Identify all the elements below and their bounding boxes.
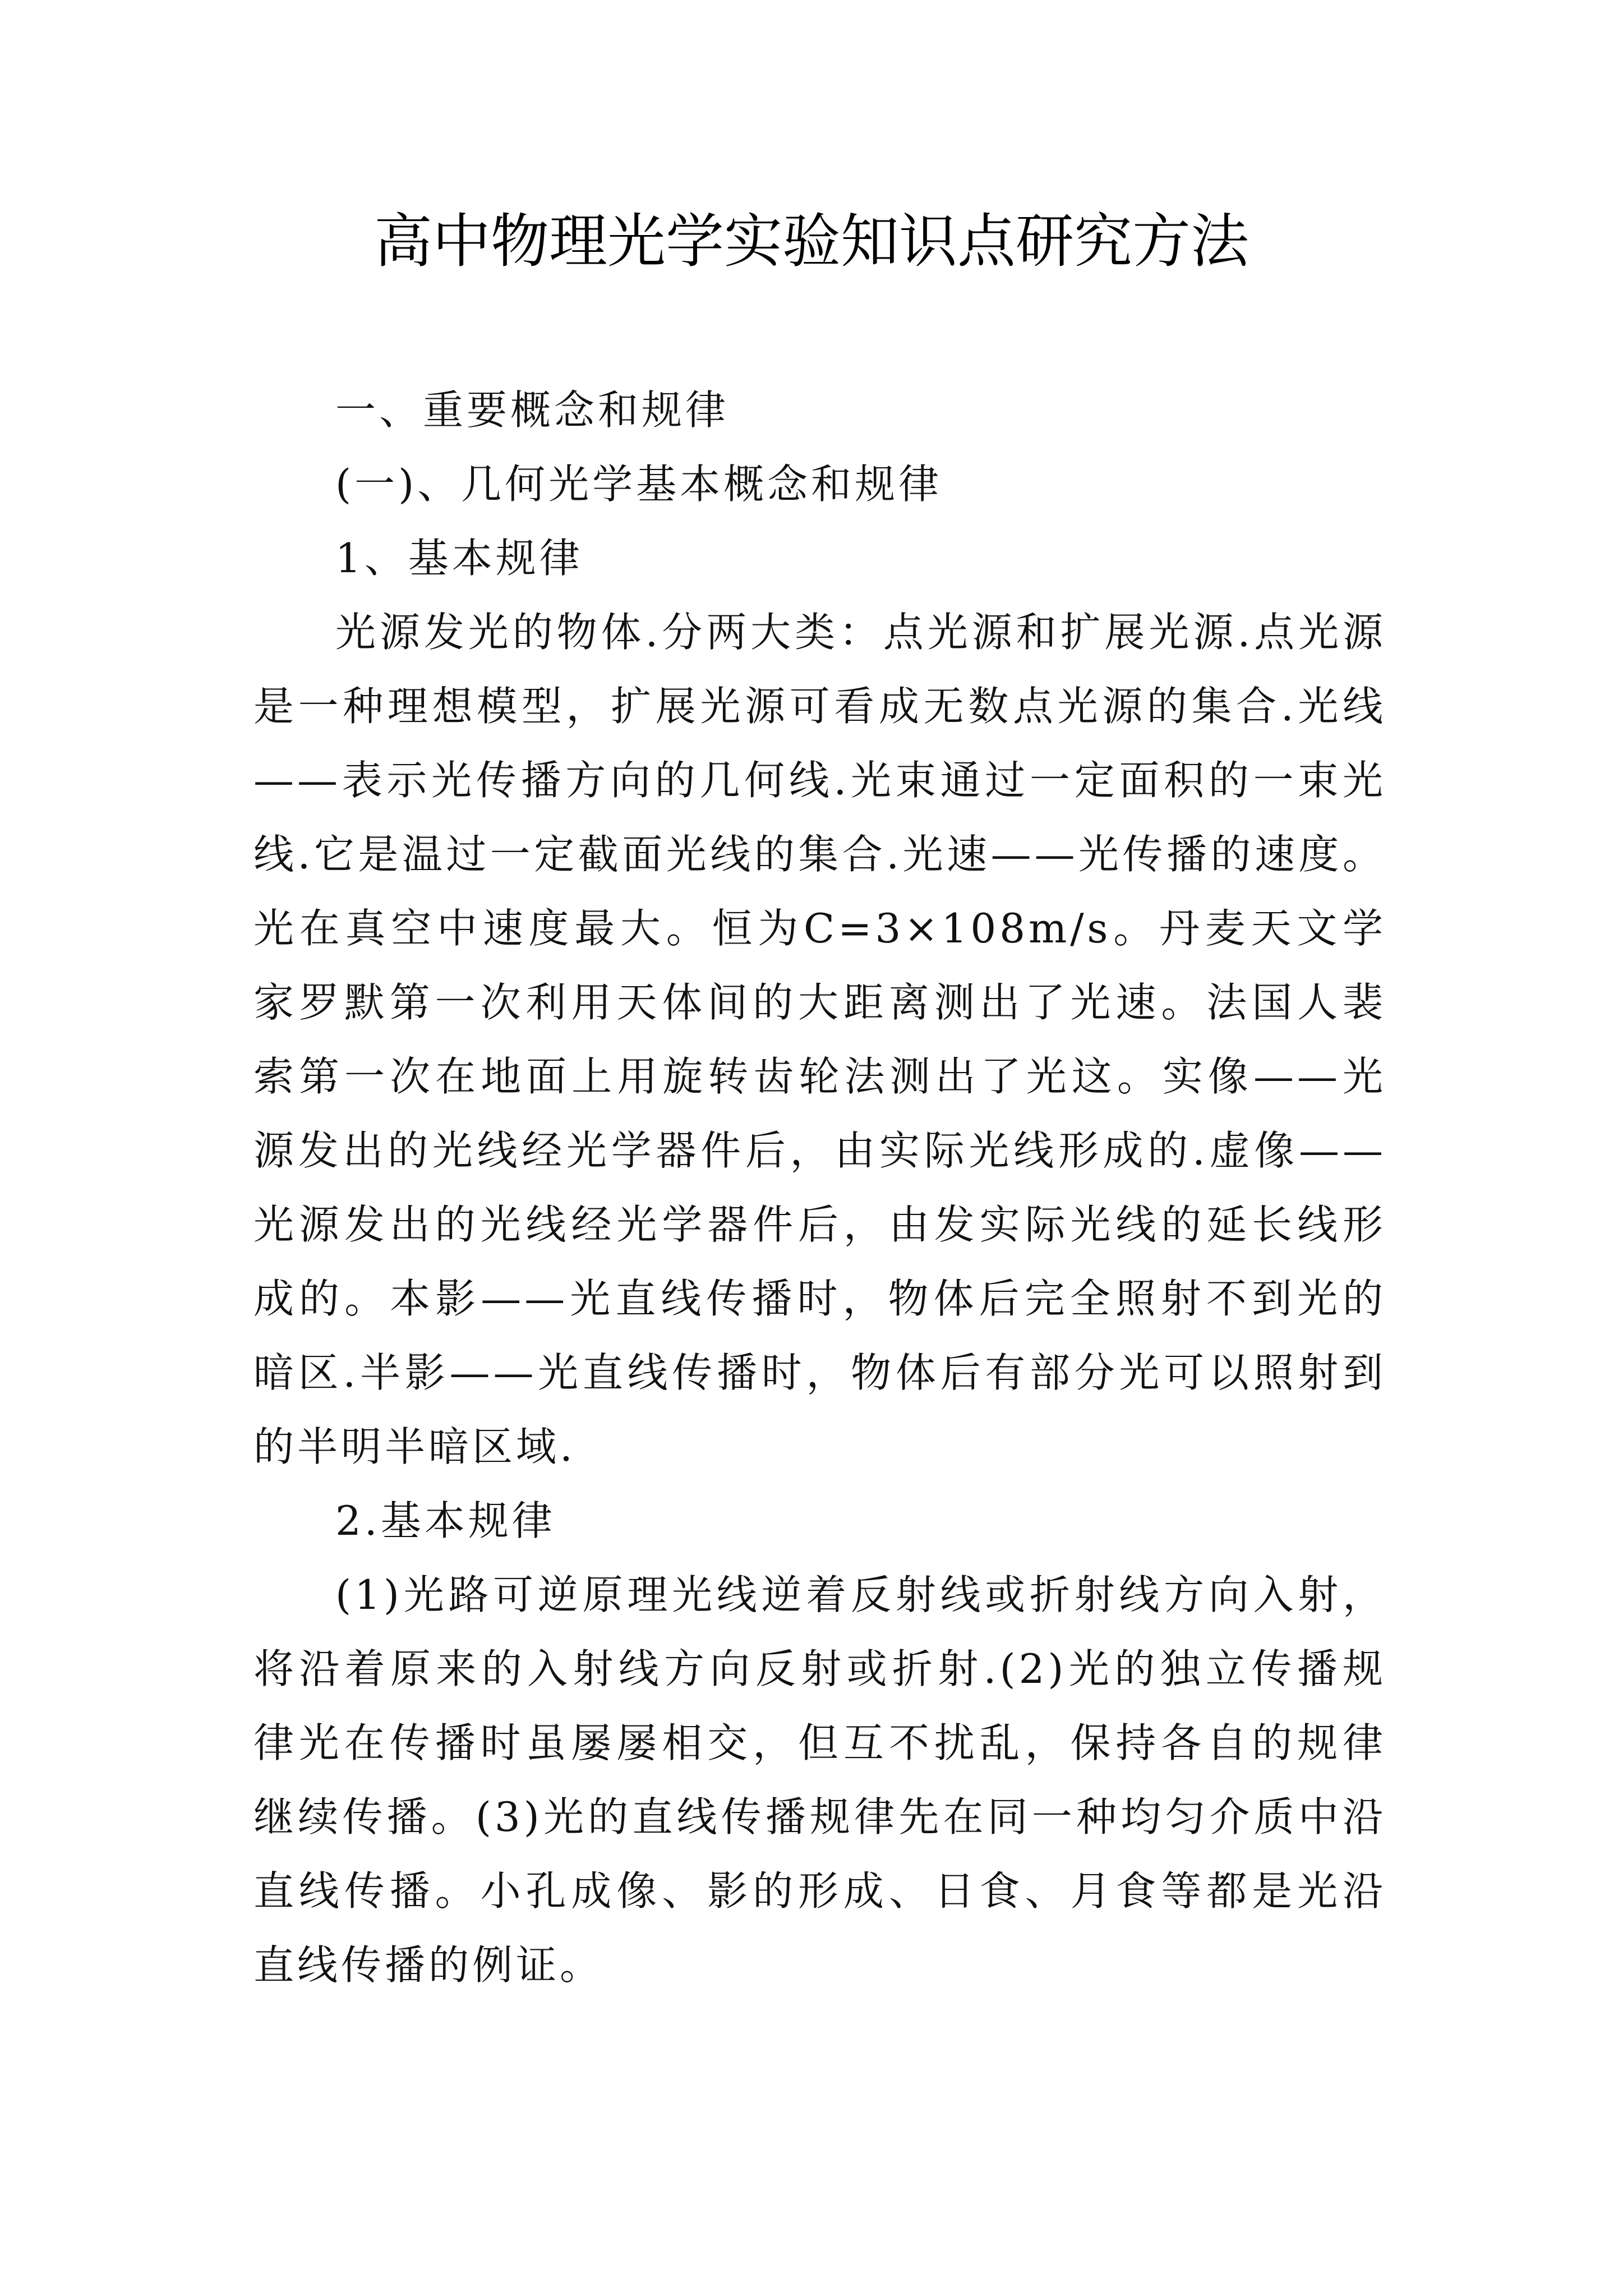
subsection-heading: (一)、几何光学基本概念和规律 <box>335 461 943 508</box>
paragraph-basic-laws: (1)光路可逆原理光线逆着反射线或折射线方向入射，将沿着原来的入射线方向反射或折射.(2)光的独立传播规律光在传播时虽屡屡相交，但互不扰乱，保持各自的规律继续传播。(3)光的直线传播规律先在同一种均匀介质中沿直线传播。小孔成像、影的形成、日食、月食等都是光沿直线传播的例证。 <box>253 1571 1386 1989</box>
item-heading-2: 2.基本规律 <box>335 1497 556 1544</box>
section-heading-1: 一、重要概念和规律 <box>335 386 730 434</box>
paragraph-basic-concepts: 光源发光的物体.分两大类：点光源和扩展光源.点光源是一种理想模型，扩展光源可看成无数点光源的集合.光线——表示光传播方向的几何线.光束通过一定面积的一束光线.它是温过一定截面光线的集合.光速——光传播的速度。光在真空中速度最大。恒为C=3×108m/s。丹麦天文学家罗默第一次利用天体间的大距离测出了光速。法国人裴索第一次在地面上用旋转齿轮法测出了光这。实像——光源发出的光线经光学器件后，由实际光线形成的.虚像——光源发出的光线经光学器件后，由发实际光线的延长线形成的。本影——光直线传播时，物体后完全照射不到光的暗区.半影——光直线传播时，物体后有部分光可以照射到的半明半暗区域. <box>253 609 1386 1470</box>
item-heading-1: 1、基本规律 <box>335 535 583 582</box>
document-body <box>253 373 1386 2002</box>
document-title: 高中物理光学实验知识点研究方法 <box>374 207 1249 275</box>
